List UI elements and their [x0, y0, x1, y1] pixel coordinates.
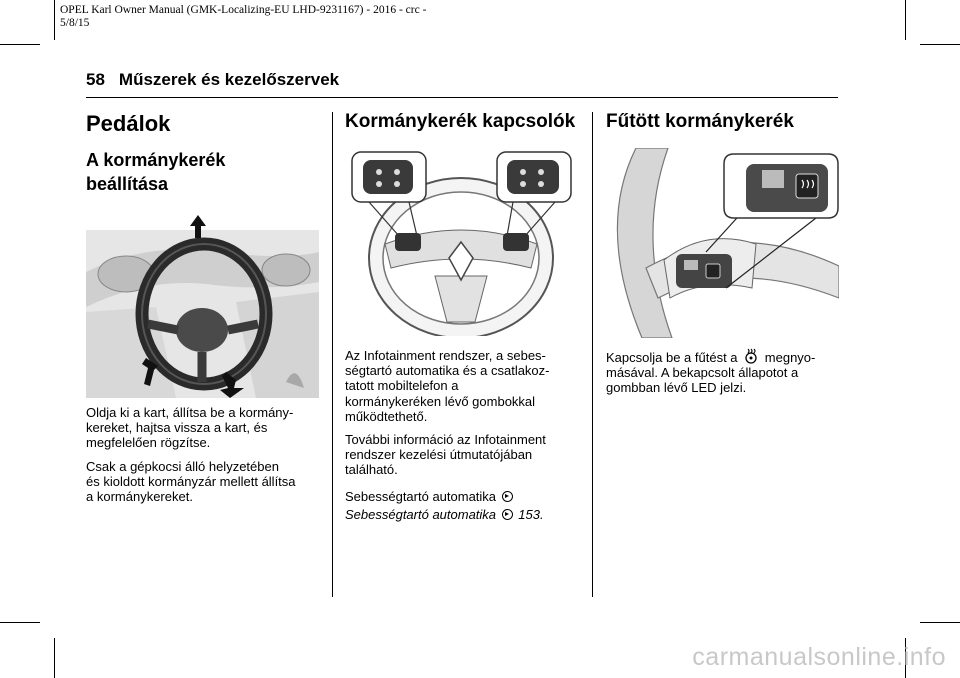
- subtitle-line: A kormánykerék: [86, 150, 226, 170]
- text-line: megfelelően rögzítse.: [86, 435, 211, 451]
- page-ref-icon: [502, 509, 513, 520]
- text-line: gombban lévő LED jelzi.: [606, 380, 747, 396]
- cross-ref-page[interactable]: 153.: [518, 507, 544, 522]
- col2-paragraph: [345, 432, 585, 478]
- watermark: carmanualsonline.info: [692, 643, 946, 671]
- page-heading: [86, 70, 339, 90]
- heated-steering-figure: [606, 148, 839, 338]
- text-line: a kormánykereket.: [86, 489, 193, 505]
- text-line: és kioldott kormányzár mellett állítsa: [86, 474, 296, 490]
- page-ref-icon: [502, 491, 513, 502]
- crop-mark: [0, 44, 40, 45]
- meta-line: 5/8/15: [60, 17, 90, 29]
- text-line[interactable]: [345, 506, 585, 524]
- crop-mark: [920, 622, 960, 623]
- text-line: Az Infotainment rendszer, a sebes-: [345, 348, 546, 363]
- crop-mark: [54, 0, 55, 40]
- steering-adjust-figure: [86, 212, 319, 398]
- text-line: tatott mobiltelefon a: [345, 378, 459, 394]
- text-line: Kapcsolja be a fűtést a megnyo-: [606, 350, 816, 365]
- text-line: kereket, hajtsa vissza a kart, és: [86, 420, 268, 436]
- col2-title: Kormánykerék kapcsolók: [345, 111, 576, 132]
- crop-mark: [905, 0, 906, 40]
- text-line: működtethető.: [345, 408, 428, 424]
- header-rule: [86, 97, 838, 98]
- column-divider: [592, 112, 593, 597]
- cross-ref-text: Sebességtartó automatika: [345, 489, 497, 504]
- page-number: 58: [86, 70, 105, 89]
- text-line: kormánykeréken lévő gombokkal: [345, 393, 536, 409]
- col3-paragraph: [606, 348, 846, 396]
- col1-paragraph: [86, 405, 326, 451]
- document-meta: [60, 4, 520, 30]
- crop-mark: [920, 44, 960, 45]
- crop-mark: [0, 622, 40, 623]
- col3-title: Fűtött kormánykerék: [606, 111, 794, 132]
- text-line: rendszer kezelési útmutatójában: [345, 447, 533, 463]
- col2-paragraph: [345, 488, 585, 524]
- col2-paragraph: [345, 348, 585, 424]
- steering-switches-figure: [345, 146, 578, 336]
- text-line: ségtartó automatika és a csatlakoz-: [345, 363, 550, 379]
- heated-steering-wheel-icon: [743, 348, 759, 364]
- subtitle-line: beállítása: [86, 174, 169, 194]
- text-line: További információ az Infotainment: [345, 432, 546, 447]
- column-divider: [332, 112, 333, 597]
- crop-mark: [54, 638, 55, 678]
- col1-subtitle: [86, 148, 225, 196]
- cross-ref-link[interactable]: Sebességtartó automatika: [345, 507, 497, 522]
- section-title: Műszerek és kezelőszervek: [118, 70, 340, 89]
- meta-line: OPEL Karl Owner Manual (GMK-Localizing-EU LHD-9231167) - 2016 - crc -: [60, 4, 427, 16]
- col1-title: Pedálok: [86, 111, 171, 136]
- text-line: Oldja ki a kart, állítsa be a kormány-: [86, 405, 294, 420]
- text-line: Csak a gépkocsi álló helyzetében: [86, 459, 279, 474]
- text-line: található.: [345, 462, 398, 478]
- text-line: másával. A bekapcsolt állapotot a: [606, 365, 799, 381]
- col1-paragraph: [86, 459, 326, 505]
- text-line: [345, 488, 585, 506]
